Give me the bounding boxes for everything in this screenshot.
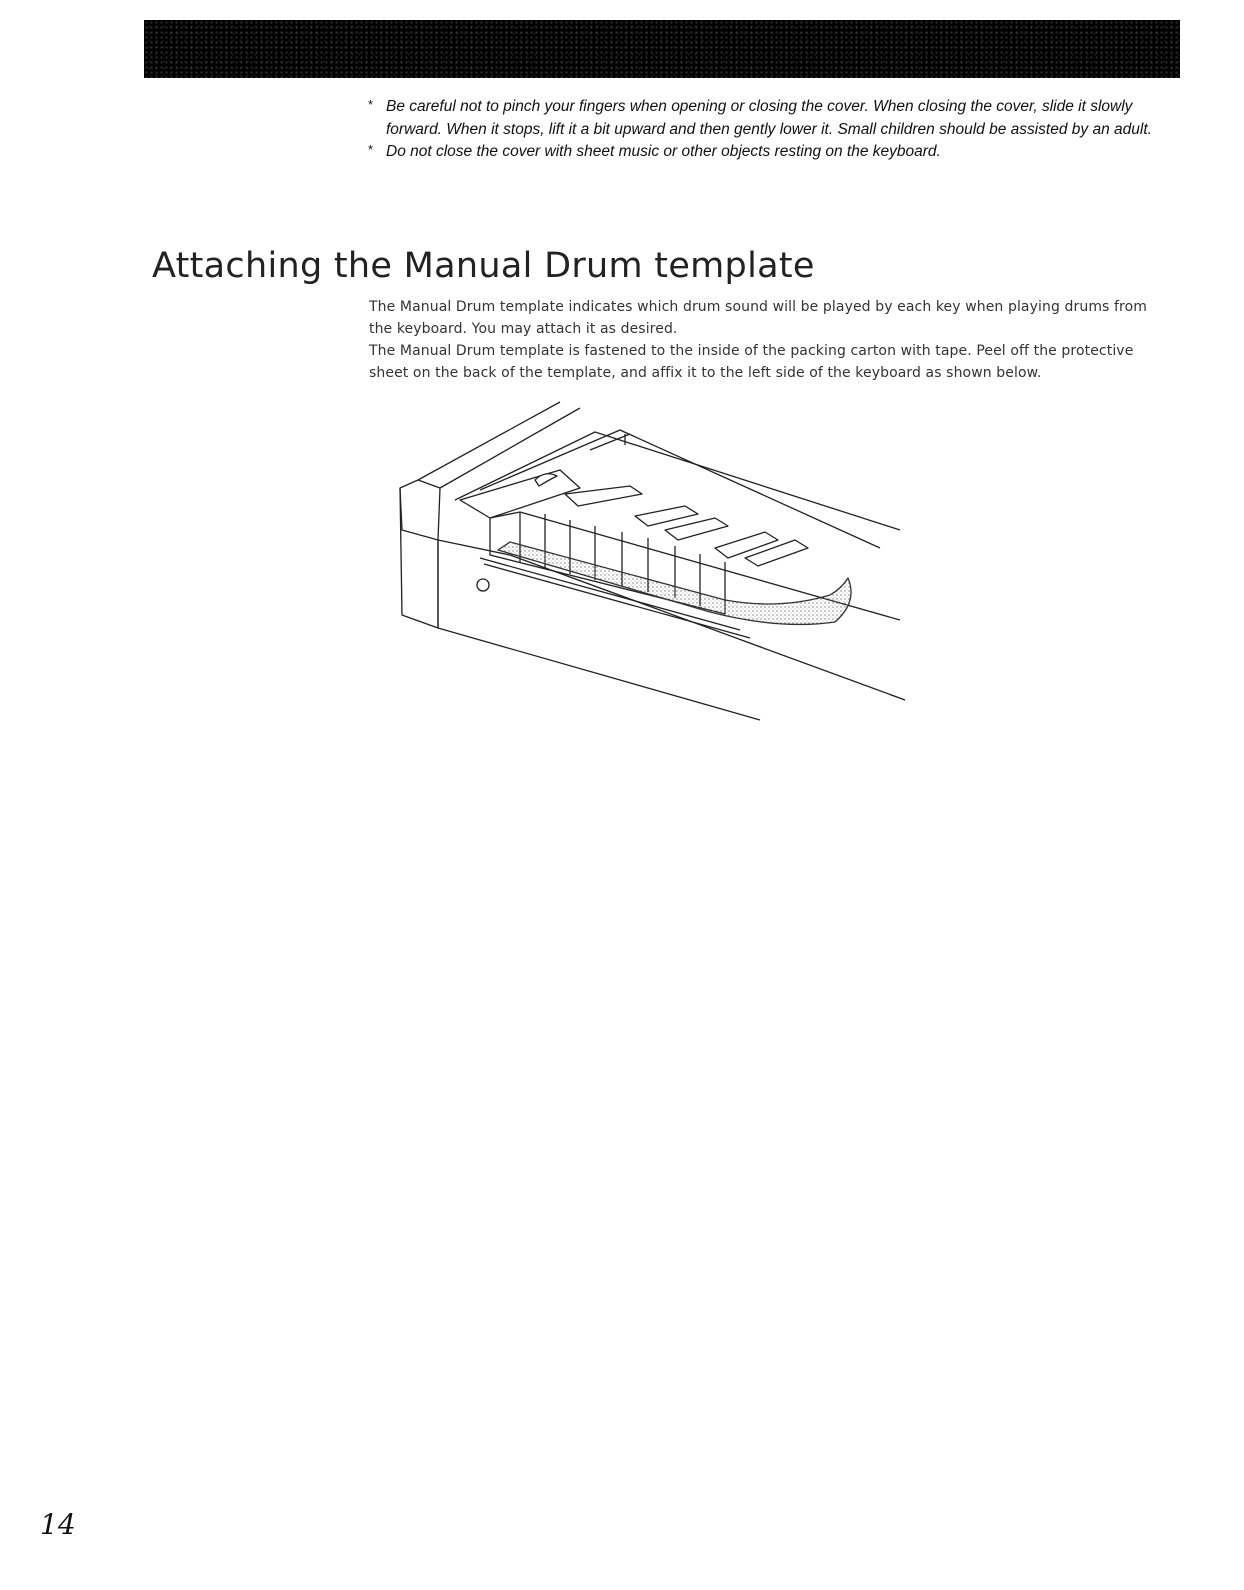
bullet-mark: * (368, 97, 374, 112)
section-body (369, 296, 1159, 384)
caution-text: Be careful not to pinch your fingers when opening or closing the cover. When closing the cover, slide it slowly forward. When it stops, lift it a bit upward and then gently lower it. Small children should be assisted by an adult. (386, 98, 1152, 138)
body-paragraph: The Manual Drum template indicates which drum sound will be played by each key when playing drums from the keyboard. You may attach it as desired. (369, 299, 1147, 337)
section-title: Attaching the Manual Drum template (152, 246, 815, 286)
body-paragraph: The Manual Drum template is fastened to the inside of the packing carton with tape. Peel off the protective sheet on the back of the template, and affix it to the left side of the keyboard as shown below. (369, 343, 1134, 381)
bullet-mark: * (368, 142, 374, 157)
caution-list (368, 96, 1158, 164)
caution-text: Do not close the cover with sheet music or other objects resting on the keyboard. (386, 143, 941, 160)
screw-hole-icon (477, 579, 489, 591)
keyboard-template-illustration (380, 390, 920, 730)
header-bar (144, 20, 1180, 78)
page-number: 14 (40, 1508, 76, 1541)
caution-item (368, 96, 1158, 141)
caution-item (368, 141, 1158, 164)
